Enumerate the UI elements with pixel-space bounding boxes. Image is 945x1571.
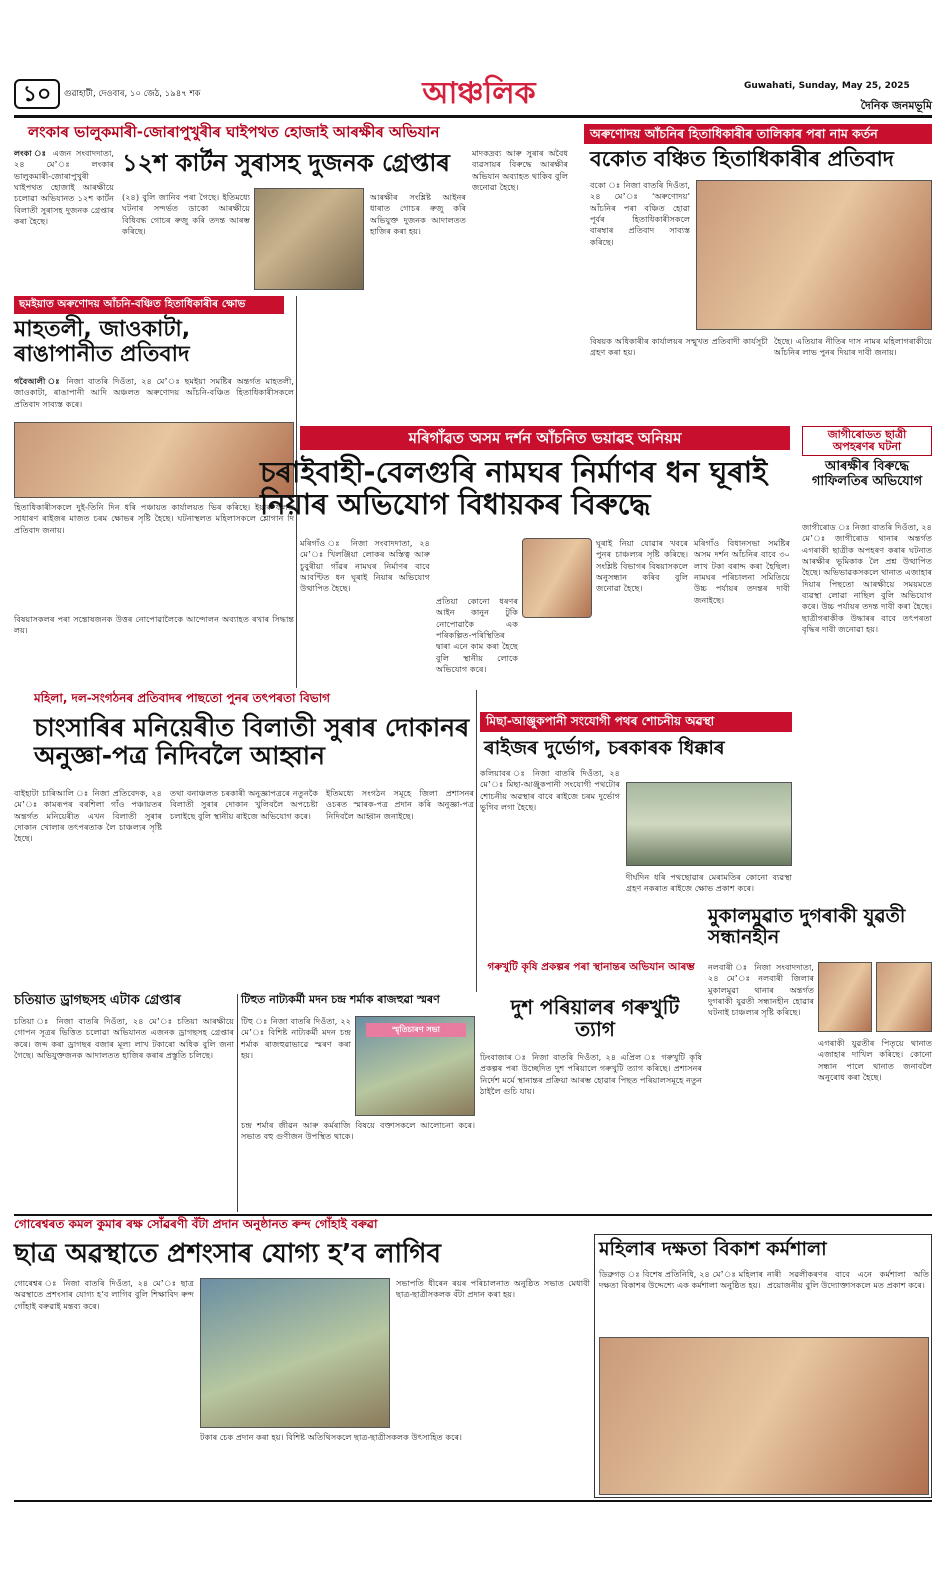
story-body: চতিয়া ঃ নিজা বাতৰি দিওঁতা, ২৪ মে’ঃ চতিয়া আৰক্ষীয়ে গোপন সূত্ৰৰ ভিত্তিত চলোৱা অভিযানত এজনক ড্ৰাগছসহ গ্ৰেপ্তাৰ কৰে। জব্দ কৰা ড্ৰাগছৰ বজাৰ মূল্য লাখ টকাৰো অধিক বুলি জনা গৈছে। অভিযুক্তজনক আদালতত হাজিৰ কৰাৰ প্ৰস্তুতি চলিছে। [14,1016,234,1060]
headline: চাংসাৰিৰ মনিয়েৰীত বিলাতী সুৰাৰ দোকানৰ অনুজ্ঞা-পত্ৰ নিদিবলৈ আহ্বান [34,713,470,770]
kicker: অৰুণোদয় আঁচনিৰ হিতাধিকাৰীৰ তালিকাৰ পৰা নাম কৰ্তন [584,124,932,144]
headline: টিহুত নাট্যকৰ্মী মদন চন্দ্ৰ শৰ্মাক ৰাজহুৱা স্মৰণ [241,993,440,1006]
story-body-2: সভাপতি ধীৰেন ৰয়ৰ পৰিচালনাত অনুষ্ঠিত সভাত মেধাবী ছাত্ৰ-ছাত্ৰীসকলক বঁটা প্ৰদান কৰা হয়। [396,1278,590,1300]
protesters-photo [696,180,932,330]
column-divider [476,690,477,992]
story-body: ডিব্ৰুগড় ঃ বিশেষ প্ৰতিনিধি, ২৪ মে’ঃ মহিলাৰ দক্ষতা বিকাশৰ উদ্দেশ্যে এক কৰ্মশালা অনুষ্ঠিত হয়। [599,1269,763,1291]
story-body-2: হিতাধিকাৰীসকলে দুই-তিনি দিন ধৰি পঞ্চায়ত কাৰ্যালয়ত ভিৰ কৰিছে। ইয়াৰ ফলত সাধাৰণ ৰাইজৰ মাজত চৰম ক্ষোভৰ সৃষ্টি হৈছে। ঘটনাস্থলত মহিলাসকলে শ্লোগান দি প্ৰতিবাদ জনায়। [14,502,294,535]
headline: মুকালমুৱাত দুগৰাকী যুৱতী সন্ধানহীন [708,905,906,949]
headline: চতিয়াত ড্ৰাগছসহ এটাক গ্ৰেপ্তাৰ [14,993,181,1008]
headline: মাহতলী, জাওকাটা, ৰাঙাপানীত প্ৰতিবাদ [14,317,191,367]
story-beneficiaries-protest [576,122,932,422]
body-text: এজন সংবাদদাতা, ২৪ মে’ঃ লংকাৰ ভালুকমাৰী-জোৰাপুখুৰী ঘাইপথত হোজাই আৰক্ষীয়ে চলোৱা অভিযানত ১২শ কাৰ্টন বিলাতী সুৰাসহ দুজনক গ্ৰেপ্তাৰ কৰা হৈছে। [14,148,114,226]
story-body: ঢিংবাজাৰ ঃ নিজা বাতৰি দিওঁতা, ২৪ এপ্ৰিল ঃ গৰুখুটি কৃষি প্ৰকল্পৰ পৰা উচ্ছেদিত দুশ পৰিয়ালে গৰুখুটি ত্যাগ কৰিছে। প্ৰশাসনৰ নিৰ্দেশ মৰ্মে স্থানান্তৰ প্ৰক্ৰিয়া আৰম্ভ হোৱাৰ পিছত পৰিয়ালসমূহে নতুন ঠাইলৈ গুচি যায়। [480,1052,702,1096]
story-body: টিহু ঃ নিজা বাতৰি দিওঁতা, ২২ মে’ঃ বিশিষ্ট নাট্যকৰ্মী মদন চন্দ্ৰ শৰ্মাক ৰাজহুৱাভাৱে স্মৰণ কৰা হয়। [241,1016,351,1060]
kicker: গৰুখুটি কৃষি প্ৰকল্পৰ পৰা স্থানান্তৰ অভিযান আৰম্ভ [487,961,695,973]
story-tribute [241,994,475,1212]
kicker: মিছা-আঞ্জুকপানী সংযোগী পথৰ শোচনীয় অৱস্থা [480,712,792,732]
story-body-3: আৰক্ষীৰ সংশ্লিষ্ট আইনৰ ধাৰাত গোচৰ ৰুজু কৰি অভিযুক্ত দুজনক আদালতত হাজিৰ কৰা হয়। [370,192,466,236]
headline: বকোত বঞ্চিত হিতাধিকাৰীৰ প্ৰতিবাদ [590,147,894,171]
mla-portrait [522,538,592,618]
story-abduction [796,426,932,788]
story-arunodoi-protest [14,296,294,688]
story-body: নলবাৰী ঃ নিজা সংবাদদাতা, ২৪ মে’ঃ নলবাৰী জিলাৰ মুকালমুৱা থানাৰ অন্তৰ্গত দুগৰাকী যুৱতী সন্ধানহীন হোৱাৰ ঘটনাই চাঞ্চল্যৰ সৃষ্টি কৰিছে। [708,962,814,1018]
kicker: লংকাৰ ভালুকমাৰী-জোৰাপুখুৰীৰ ঘাইপথত হোজাই আৰক্ষীৰ অভিযান [28,123,440,141]
dateline: গবৈআলী ঃ [14,376,62,386]
award-photo [200,1278,390,1428]
headline: মহিলাৰ দক্ষতা বিকাশ কৰ্মশালা [599,1238,827,1260]
story-body-2: চন্দ্ৰ শৰ্মাৰ জীৱন আৰু কৰ্মৰাজি বিষয়ে বক্তাসকলে আলোচনা কৰে। সভাত বহু গুণীজন উপস্থিত থাকে। [241,1120,475,1142]
story-missing-women [708,906,932,1168]
story-body-2: তথা বনাঞ্চলত চৰকাৰী অনুজ্ঞাপত্ৰৰে নতুনকৈ বিলাতী সুৰাৰ দোকান খুলিবলৈ অপচেষ্টা চলাইছে বুলি স্থানীয় ৰাইজে অভিযোগ কৰে। [170,788,318,821]
masthead [14,77,932,121]
date-english: Guwahati, Sunday, May 25, 2025 [744,81,910,91]
story-body-2: এগৰাকী যুৱতীৰ পিতৃয়ে থানাত এজাহাৰ দাখিল কৰিছে। কোনো সন্ধান পালে থানাত জনাবলৈ অনুৰোধ কৰা হৈছে। [818,1038,932,1082]
kicker: মৰিগাঁৱত অসম দৰ্শন আঁচনিত ভয়াৱহ অনিয়ম [300,426,790,450]
headline: আৰক্ষীৰ বিৰুদ্ধে গাফিলতিৰ অভিযোগ [811,459,923,489]
story-body-4: মাদকদ্ৰব্য আৰু সুৰাৰ অবৈধ ব্যৱসায়ৰ বিৰুদ্ধে আৰক্ষীৰ অভিযান অব্যাহত থাকিব বুলি জনোৱা হৈছে। [472,148,568,192]
story-body [14,376,294,420]
headline: ছাত্ৰ অৱস্থাতে প্ৰশংসাৰ যোগ্য হ’ব লাগিব [14,1239,441,1269]
story-body-2: প্ৰতিয়া কোনো ধৰণৰ আইন কানুন টুকি নোপোৱাকৈ এক পৰিকল্পিত-পৰিস্থিতিৰ দ্বাৰা এনে কাম কৰা হৈছে বুলি স্থানীয় লোকে অভিযোগ কৰে। [436,596,518,674]
story-body-3: টকাৰ চেক প্ৰদান কৰা হয়। বিশিষ্ট অতিথিসকলে ছাত্ৰ-ছাত্ৰীসকলক উৎসাহিত কৰে। [200,1432,462,1442]
headline: ১২শ কাৰ্টন সুৰাসহ দুজনক গ্ৰেপ্তাৰ [122,149,450,177]
story-body-2: বিষয়ক অধিকাৰীৰ কাৰ্যালয়ৰ সন্মুখত প্ৰতিবাদী কাৰ্যসূচী গ্ৰহণ কৰা হয়। [590,336,768,358]
liquor-cartons-photo [254,188,364,290]
story-body-2: নাৰী সৱলীকৰণৰ বাবে এনে কৰ্মশালা অতি প্ৰয়োজনীয় বুলি উদ্যোক্তাসকলে মত প্ৰকাশ কৰে। [767,1269,929,1291]
headline: ৰাইজৰ দুৰ্ভোগ, চৰকাৰক ধিক্কাৰ [484,737,725,759]
story-drug-arrest [14,994,234,1212]
story-award-ceremony [14,1218,590,1498]
section-logo: আঞ্চলিক [422,76,536,111]
paper-name: দৈনিক জনমভূমি [860,99,932,112]
story-road-condition [480,712,792,908]
story-body-2: দীৰ্ঘদিন ধৰি পথছোৱাৰ মেৰামতিৰ কোনো ব্যৱস্থা গ্ৰহণ নকৰাত ৰাইজে ক্ষোভ প্ৰকাশ কৰে। [626,872,792,894]
story-body-3: বিষয়াসকলৰ পৰা সন্তোষজনক উত্তৰ নোপোৱালৈকে আন্দোলন অব্যাহত ৰখাৰ সিদ্ধান্ত লয়। [14,614,294,636]
story-body-3: ইতিমধ্যে সংগঠন সমূহে জিলা প্ৰশাসনৰ ওচৰত স্মাৰক-পত্ৰ প্ৰদান কৰি অনুজ্ঞা-পত্ৰ নিদিবলৈ আহ্বান জনাইছে। [326,788,474,821]
damaged-road-photo [626,782,792,866]
page-number: ১০ [14,79,60,109]
story-body: মৰিগাঁও ঃ নিজা সংবাদদাতা, ২৪ মে’ঃ খিলঞ্জিয়া লোকৰ অস্তিত্ব আৰু চুবুৰীয়া গাঁৱৰ নামঘৰ নিৰ্মাণৰ বাবে আবণ্টিত ধন ঘূৰাই নিয়াৰ অভিযোগ উত্থাপিত হৈছে। [300,538,430,594]
story-body-3: হৈছে। এতিয়াৰ নীতিৰ দাস নামৰ মহিলাগৰাকীয়ে আঁচনিৰ লাভ পুনৰ দিয়াৰ দাবী জনায়। [774,336,932,358]
story-relocation [480,962,702,1212]
banner: স্মৃতিচাৰণ সভা [366,1023,466,1037]
footer-rule [14,1500,932,1502]
story-women-workshop [594,1234,932,1498]
missing-woman-photo-1 [818,962,872,1032]
column-divider [237,994,238,1212]
story-liquor-seizure [14,122,569,292]
story-body-3: ঘূৰাই নিয়া যোৱাৰ খবৰে পুনৰ চাঞ্চল্যৰ সৃষ্টি কৰিছে। সংশ্লিষ্ট বিভাগৰ বিষয়াসকলে অনুসন্ধান কৰিব বুলি জনোৱা হৈছে। [596,538,688,594]
story-liquor-shop-licence [14,690,474,992]
story-body [14,148,114,290]
story-body: গোৰেশ্বৰ ঃ নিজা বাতৰি দিওঁতা, ২৪ মে’ঃ ছাত্ৰ অৱস্থাতে প্ৰশংসাৰ যোগ্য হ’ব লাগিব বুলি শিক্ষাবিদ ৰুন্দ গোঁহাই বৰুৱাই মন্তব্য কৰে। [14,1278,194,1311]
story-body: জাগীৰোড ঃ নিজা বাতৰি দিওঁতা, ২৪ মে’ঃ জাগীৰোড থানাৰ অন্তৰ্গত এগৰাকী ছাত্ৰীক অপহৰণ কৰাৰ ঘটনাত আৰক্ষীৰ ভূমিকাক লৈ প্ৰশ্ন উত্থাপিত হৈছে। অভিভাৱকসকলে থানাত এজাহাৰ দিয়াৰ পিছতো আৰক্ষীয়ে সময়মতে ব্যৱস্থা লোৱা নাছিল বুলি অভিযোগ কৰে। উচ্চ পৰ্যায়ৰ তদন্ত দাবী কৰা হৈছে। ছাত্ৰীগৰাকীক উদ্ধাৰৰ বাবে তৎপৰতা বৃদ্ধিৰ দাবী জনোৱা হয়। [802,522,932,634]
workshop-photo [599,1337,929,1495]
meeting-photo [355,1016,475,1116]
headline: দুশ পৰিয়ালৰ গৰুখুটি ত্যাগ [510,995,680,1042]
story-body: বাইহাটা চাৰিআলি ঃ নিজা প্ৰতিবেদক, ২৪ মে’ঃ কামৰূপৰ বৰশিলা গাঁও পঞ্চায়তৰ অন্তৰ্গত মনিয়েৰীত এখন বিলাতী সুৰাৰ দোকান খোলাৰ তৎপৰতাক লৈ চাঞ্চল্যৰ সৃষ্টি হৈছে। [14,788,162,844]
kicker: মহিলা, দল-সংগঠনৰ প্ৰতিবাদৰ পাছতো পুনৰ তৎপৰতা বিভাগ [34,691,331,705]
story-body: বকো ঃ নিজা বাতৰি দিওঁতা, ২৪ মে’ঃ ‘অৰুণোদয়’ আঁচনিৰ পৰা বঞ্চিত হোৱা পূৰ্বৰ হিতাধিকাৰীসকলে বাৰম্বাৰ প্ৰতিবাদ সাব্যস্ত কৰিছে। [590,180,690,247]
tag: ছমইয়াত অৰুণোদয় আঁচনি-বঞ্চিত হিতাধিকাৰীৰ ক্ষোভ [14,296,284,314]
story-body: কলিয়াবৰ ঃ নিজা বাতৰি দিওঁতা, ২৪ মে’ঃ মিছা-আঞ্জুকপানী সংযোগী পথটোৰ শোচনীয় অৱস্থাৰ বাবে ৰাইজে চৰম দুৰ্ভোগ ভুগিব লগা হৈছে। [480,768,620,812]
body-text: নিজা বাতৰি দিওঁতা, ২৪ মে’ঃ ছমইয়া সমষ্টিৰ অন্তৰ্গত মাহতলী, জাওকাটা, ৰাঙাপানী আদি অঞ্চলত অৰুণোদয় আঁচনি-বঞ্চিত হিতাধিকাৰীসকলে প্ৰতিবাদ সাব্যস্ত কৰে। [14,376,295,409]
story-body-4: মৰিগাঁও বিধানসভা সমষ্টিৰ অসম দৰ্শন আঁচনিৰ বাবে ৩০ লাখ টকা বৰাদ্দ কৰা হৈছিল। নামঘৰ পৰিচালনা সমিতিয়ে উচ্চ পৰ্যায়ৰ তদন্তৰ দাবী জনাইছে। [694,538,790,605]
section-rule [14,1214,932,1216]
masthead-rule [14,115,932,118]
story-namghar-fund [260,426,790,688]
dateline: লংকা ঃ [14,148,49,158]
headline: চৰাইবাহী-বেলগুৰি নামঘৰ নিৰ্মাণৰ ধন ঘূৰাই নিয়াৰ অভিযোগ বিধায়কৰ বিৰুদ্ধে [260,455,768,522]
kicker: গোৰেশ্বৰত কমল কুমাৰ ৰক্ষ সোঁৱৰণী বঁটা প্ৰদান অনুষ্ঠানত ৰুন্দ গোঁহাই বৰুৱা [14,1217,378,1231]
date-assamese: গুৱাহাটী, দেওবাৰ, ১০ জেঠ, ১৯৪৭ শক [64,89,201,99]
missing-woman-photo-2 [876,962,932,1032]
crowd-photo [14,422,294,498]
story-body-2: (২৪) বুলি জানিব পৰা গৈছে। ইতিমধ্যে ঘটনাৰ সন্দৰ্ভত ডাকো আৰক্ষীয়ে বিধিবদ্ধ গোচৰ ৰুজু কৰি তদন্ত আৰম্ভ কৰিছে। [122,192,250,236]
tag: জাগীৰোডত ছাত্ৰী অপহৰণৰ ঘটনা [802,426,932,456]
